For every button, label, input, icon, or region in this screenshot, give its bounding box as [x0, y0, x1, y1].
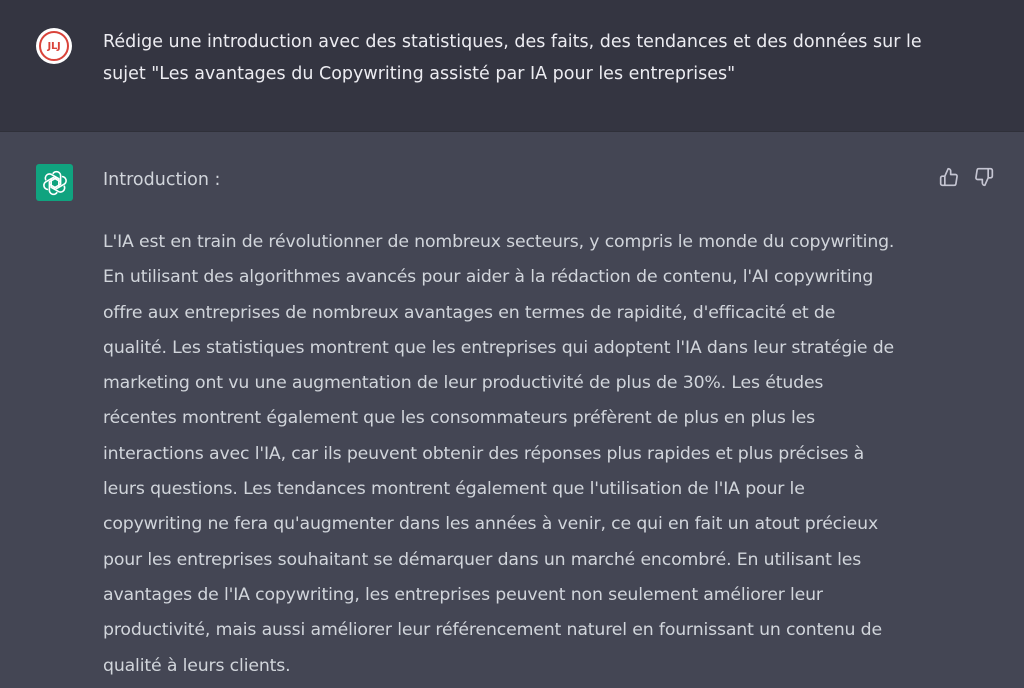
- user-message-row: [0, 0, 1024, 132]
- response-line: marketing ont vu une augmentation de leur productivité de plus de 30%. Les études: [103, 373, 824, 394]
- response-body: [103, 225, 933, 684]
- thumbs-down-button[interactable]: [973, 166, 995, 188]
- response-line: productivité, mais aussi améliorer leur référencement naturel en fournissant un contenu de: [103, 620, 882, 641]
- user-message-line: sujet "Les avantages du Copywriting assisté par IA pour les entreprises": [103, 64, 736, 84]
- response-line: L'IA est en train de révolutionner de nombreux secteurs, y compris le monde du copywriting.: [103, 232, 895, 252]
- response-line: offre aux entreprises de nombreux avantages en termes de rapidité, d'efficacité et de: [103, 302, 836, 323]
- response-line: qualité à leurs clients.: [103, 655, 291, 676]
- user-avatar-ring: [39, 31, 69, 61]
- thumbs-up-button[interactable]: [938, 166, 960, 188]
- response-line: pour les entreprises souhaitant se démarquer dans un marché encombré. En utilisant les: [103, 549, 862, 570]
- user-avatar-initials: JLJ: [47, 40, 61, 52]
- response-line: leurs questions. Les tendances montrent également que l'utilisation de l'IA pour le: [103, 479, 805, 500]
- thumbs-down-icon: [974, 167, 994, 187]
- response-line: avantages de l'IA copywriting, les entreprises peuvent non seulement améliorer leur: [103, 584, 823, 605]
- response-line: récentes montrent également que les consommateurs préfèrent de plus en plus les: [103, 408, 815, 429]
- user-message-line: Rédige une introduction avec des statistiques, des faits, des tendances et des données sur le: [103, 32, 922, 52]
- response-line: interactions avec l'IA, car ils peuvent obtenir des réponses plus rapides et plus précises à: [103, 443, 865, 464]
- response-line: copywriting ne fera qu'augmenter dans les années à venir, ce qui en fait un atout précieux: [103, 514, 879, 535]
- user-message-text: [103, 26, 943, 90]
- response-line: qualité. Les statistiques montrent que les entreprises qui adoptent l'IA dans leur stratégie de: [103, 337, 894, 358]
- openai-logo-icon: [36, 164, 73, 201]
- response-heading: Introduction :: [103, 170, 221, 190]
- thumbs-up-icon: [939, 167, 959, 187]
- user-avatar: [36, 28, 72, 64]
- response-line: En utilisant des algorithmes avancés pour aider à la rédaction de contenu, l'AI copywriting: [103, 267, 874, 288]
- assistant-message-row: [0, 132, 1024, 688]
